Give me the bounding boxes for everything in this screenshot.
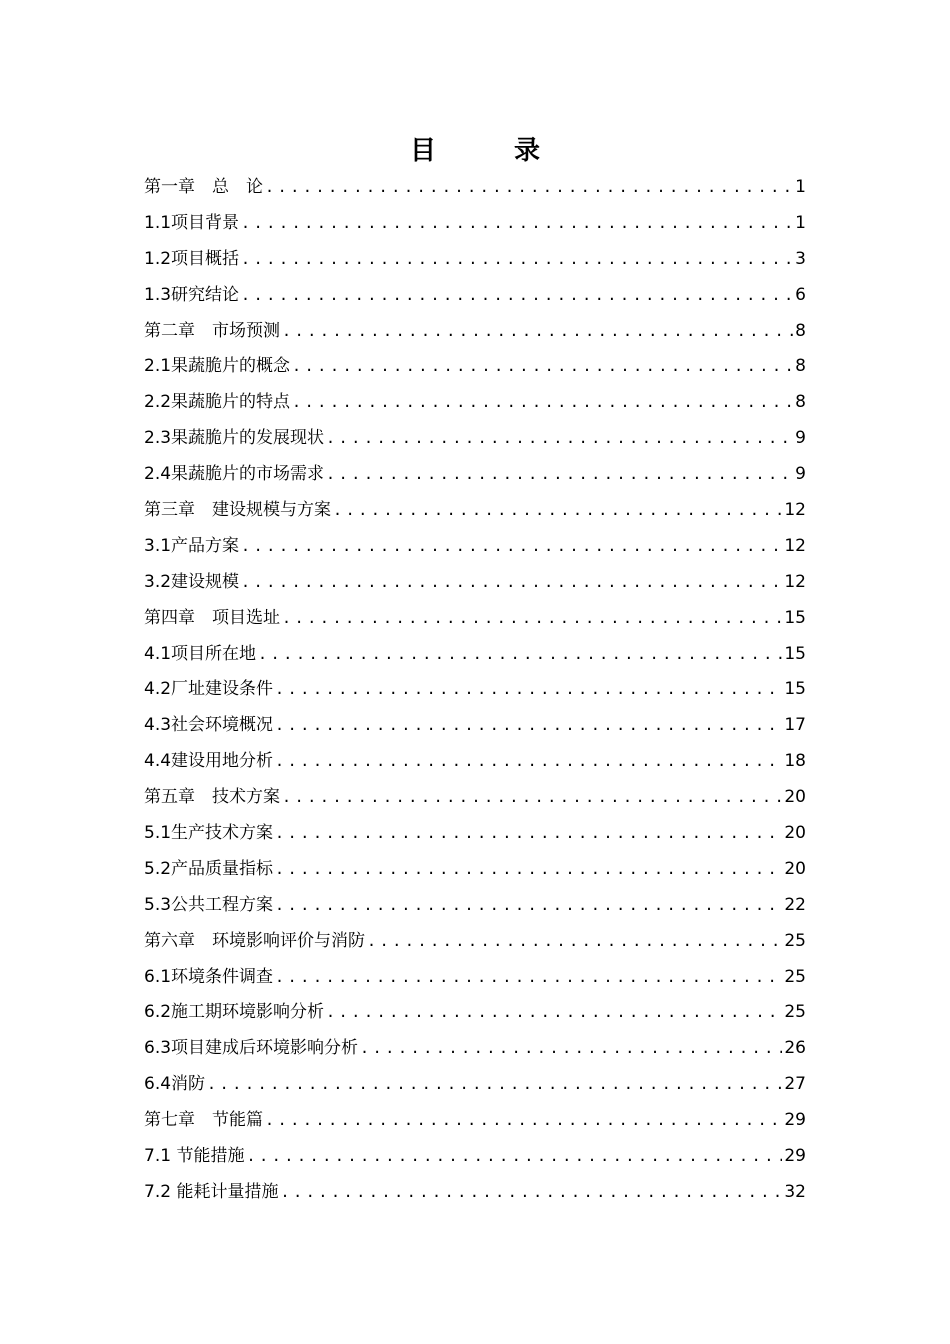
toc-entry-label: 2.4果蔬脆片的市场需求 [144,464,325,485]
toc-entry-page: 12 [784,500,806,521]
toc-entry[interactable] [144,672,806,708]
toc-dot-leader [241,565,782,601]
toc-dot-leader [326,421,793,457]
toc-dot-leader [241,278,793,314]
toc-entry-page: 20 [784,823,806,844]
toc-entry[interactable] [144,924,806,960]
toc-entry-label: 4.2厂址建设条件 [144,679,274,700]
toc-entry[interactable] [144,565,806,601]
toc-entry-page: 20 [784,787,806,808]
toc-entry[interactable] [144,529,806,565]
toc-entry-label: 5.3公共工程方案 [144,894,274,915]
toc-entry-label: 7.2 能耗计量措施 [144,1181,279,1202]
toc-entry-label: 第三章 建设规模与方案 [144,500,331,521]
toc-entry-label: 6.3项目建成后环境影响分析 [144,1038,359,1059]
toc-entry-label: 2.1果蔬脆片的概念 [144,356,291,377]
toc-dot-leader [241,206,793,242]
toc-entry[interactable] [144,1175,806,1211]
toc-dot-leader [360,1031,782,1067]
toc-entry[interactable] [144,385,806,421]
toc-entry-label: 3.1产品方案 [144,535,240,556]
toc-entry[interactable] [144,744,806,780]
toc-dot-leader [207,1067,782,1103]
toc-entry-label: 6.2施工期环境影响分析 [144,1002,325,1023]
toc-entry-page: 15 [784,607,806,628]
toc-entry-page: 25 [784,1002,806,1023]
toc-dot-leader [333,493,782,529]
toc-dot-leader [258,637,782,673]
toc-entry-page: 1 [795,177,806,197]
toc-entry-page: 15 [784,679,806,700]
toc-entry[interactable] [144,457,806,493]
toc-entry-label: 第二章 市场预测 [144,320,280,341]
toc-entry[interactable] [144,170,806,206]
toc-entry-page: 12 [784,571,806,592]
toc-dot-leader [292,385,793,421]
toc-dot-leader [282,780,782,816]
toc-entry-page: 20 [784,858,806,879]
toc-entry-label: 第七章 节能篇 [144,1110,263,1131]
toc-entry-label: 6.1环境条件调查 [144,966,274,987]
toc-entry-page: 8 [795,356,806,377]
toc-entry-page: 15 [784,643,806,664]
toc-entry-label: 5.1生产技术方案 [144,823,274,844]
toc-entry[interactable] [144,421,806,457]
toc-dot-leader [265,170,793,206]
toc-entry-page: 12 [784,535,806,556]
toc-entry-page: 22 [784,894,806,915]
toc-dot-leader [367,924,782,960]
toc-entry[interactable] [144,995,806,1031]
toc-entry-page: 8 [795,320,806,341]
toc-entry-label: 1.2项目概括 [144,248,240,269]
toc-dot-leader [326,457,793,493]
toc-entry-label: 6.4消防 [144,1074,206,1095]
toc-entry-label: 5.2产品质量指标 [144,858,274,879]
toc-title: 目 录 [409,136,566,166]
toc-entry[interactable] [144,708,806,744]
toc-entry[interactable] [144,314,806,350]
toc-entry-label: 第六章 环境影响评价与消防 [144,930,365,951]
toc-entry-page: 26 [784,1038,806,1059]
toc-dot-leader [275,744,782,780]
toc-entry-label: 4.4建设用地分析 [144,751,274,772]
toc-entry-label: 4.3社会环境概况 [144,715,274,736]
toc-dot-leader [241,529,782,565]
toc-entry-page: 32 [784,1181,806,1202]
toc-entry[interactable] [144,960,806,996]
toc-dot-leader [280,1175,782,1211]
toc-dot-leader [275,816,782,852]
toc-dot-leader [275,852,782,888]
toc-dot-leader [241,242,793,278]
toc-dot-leader [265,1103,782,1139]
toc-entry-page: 29 [784,1146,806,1167]
toc-entry-page: 25 [784,966,806,987]
toc-entry[interactable] [144,278,806,314]
toc-entry-page: 25 [784,930,806,951]
toc-dot-leader [275,888,782,924]
toc-entry-page: 6 [795,284,806,305]
toc-entry-page: 29 [784,1110,806,1131]
toc-entry-page: 17 [784,715,806,736]
toc-dot-leader [275,708,782,744]
toc-dot-leader [275,672,782,708]
toc-entry-label: 3.2建设规模 [144,571,240,592]
toc-entry-page: 3 [795,248,806,269]
toc-list [144,170,806,1211]
toc-entry[interactable] [144,349,806,385]
toc-entry-label: 第一章 总 论 [144,177,263,197]
toc-dot-leader [282,314,793,350]
toc-entry-label: 1.1项目背景 [144,212,240,233]
toc-entry-page: 8 [795,392,806,413]
toc-entry[interactable] [144,242,806,278]
toc-entry[interactable] [144,1067,806,1103]
toc-entry-label: 7.1 节能措施 [144,1146,245,1167]
toc-dot-leader [246,1139,782,1175]
toc-entry-label: 2.3果蔬脆片的发展现状 [144,428,325,449]
toc-entry[interactable] [144,852,806,888]
toc-dot-leader [282,601,782,637]
toc-entry[interactable] [144,1139,806,1175]
toc-entry-page: 18 [784,751,806,772]
toc-entry[interactable] [144,493,806,529]
toc-entry-label: 第四章 项目选址 [144,607,280,628]
toc-dot-leader [275,960,782,996]
toc-entry-page: 1 [795,212,806,233]
toc-entry-page: 9 [795,464,806,485]
toc-entry-label: 2.2果蔬脆片的特点 [144,392,291,413]
toc-entry-label: 第五章 技术方案 [144,787,280,808]
toc-entry[interactable] [144,888,806,924]
toc-dot-leader [326,995,782,1031]
toc-dot-leader [292,349,793,385]
toc-entry[interactable] [144,637,806,673]
toc-entry-page: 9 [795,428,806,449]
toc-entry-label: 1.3研究结论 [144,284,240,305]
toc-entry-label: 4.1项目所在地 [144,643,257,664]
toc-entry[interactable] [144,780,806,816]
toc-entry[interactable] [144,206,806,242]
toc-entry[interactable] [144,1103,806,1139]
toc-entry-page: 27 [784,1074,806,1095]
toc-entry[interactable] [144,816,806,852]
toc-entry[interactable] [144,1031,806,1067]
toc-entry[interactable] [144,601,806,637]
